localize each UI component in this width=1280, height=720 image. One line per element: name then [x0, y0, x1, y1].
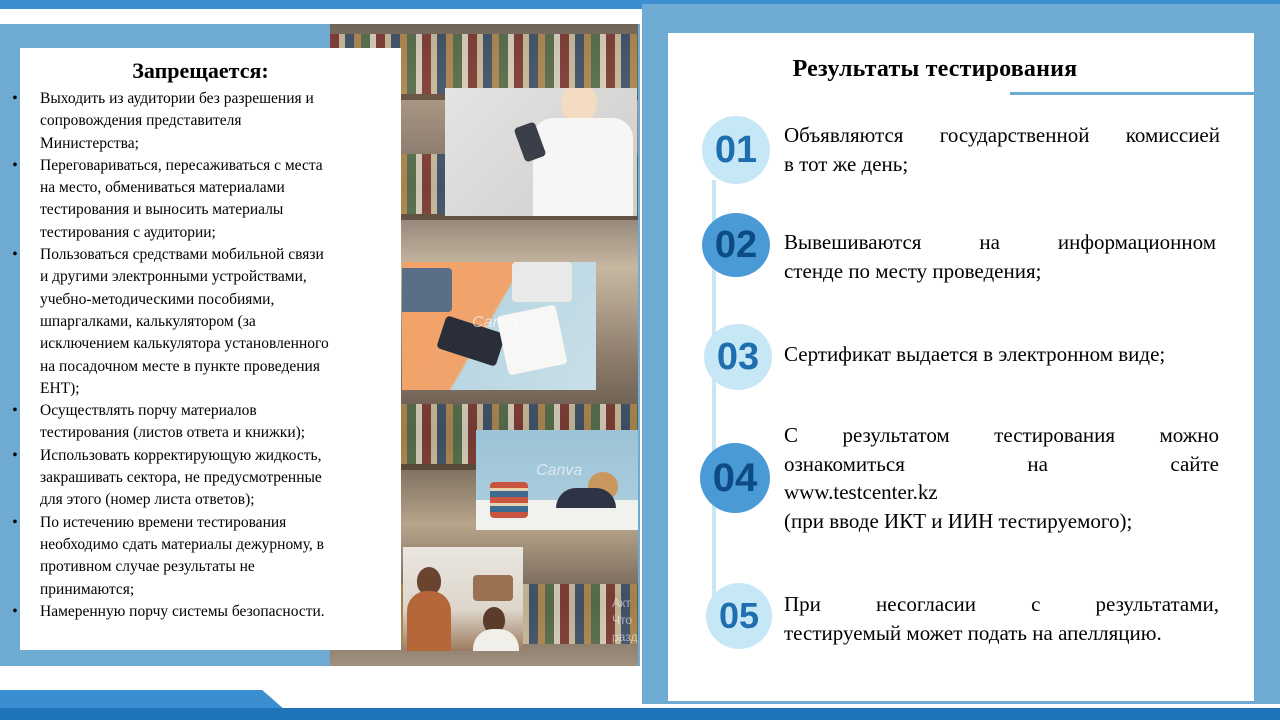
canva-watermark: Canva — [472, 314, 519, 331]
rule-text-line: тестирования с аудитории; — [40, 223, 216, 241]
bullet-icon: • — [12, 602, 18, 620]
rule-text-line: тестирования (листов ответа и книжки); — [40, 424, 306, 442]
activation-watermark: Акт Что разд — [612, 596, 638, 644]
rule-text-line: на место, обмениваться материалами — [40, 179, 285, 197]
bullet-icon: • — [12, 90, 18, 107]
rule-text-line: По истечению времени тестирования — [40, 513, 287, 531]
rule-text-line: Переговариваться, пересаживаться с места — [40, 156, 323, 174]
rule-text-line: противном случае результаты не — [40, 558, 255, 576]
prohibited-rules-list — [10, 88, 392, 623]
photo-girl-sleeping-on-desk — [476, 430, 638, 530]
bullet-icon: • — [12, 402, 18, 420]
step-text-2: Вывешиваются на информационном стенде по месту проведения; — [784, 230, 1216, 283]
rule-item — [10, 445, 392, 512]
step-number-5: 05 — [706, 583, 772, 649]
rule-text-line: Министерства; — [40, 134, 139, 152]
bottom-left-tab — [0, 690, 285, 710]
rule-text-line: на посадочном месте в пункте проведения — [40, 357, 320, 375]
rule-text-line: ЕНТ); — [40, 379, 80, 397]
rule-text-line: Выходить из аудитории без разрешения и — [40, 90, 314, 107]
rule-text-line: исключением калькулятора установленного — [40, 335, 329, 353]
step-text-4: С результатом тестирования можно ознакомиться на сайте www.testcenter.kz (при вводе ИКТ и ИИН тестируемого); — [784, 423, 1219, 533]
bullet-icon: • — [12, 156, 18, 174]
testcenter-link[interactable]: www.testcenter.kz — [784, 480, 938, 504]
photo-desk-devices — [402, 262, 596, 390]
rule-item — [10, 155, 392, 244]
rule-text-line: учебно-методическими пособиями, — [40, 290, 275, 308]
bottom-accent-bar — [0, 708, 1280, 720]
canva-watermark: Canva — [536, 462, 583, 479]
rule-item — [10, 601, 392, 623]
bullet-icon: • — [12, 513, 18, 531]
rule-text-line: Намеренную порчу системы безопасности. — [40, 602, 325, 620]
bullet-icon: • — [12, 446, 18, 464]
bullet-icon: • — [12, 246, 18, 264]
rule-text-line: Осуществлять порчу материалов — [40, 402, 257, 420]
rule-text-line: и другими электронными устройствами, — [40, 268, 307, 286]
results-title: Результаты тестирования — [792, 56, 1078, 82]
rule-item — [10, 244, 392, 400]
rule-text-line: необходимо сдать материалы дежурному, в — [40, 535, 324, 553]
rule-text-line: для этого (номер листа ответов); — [40, 491, 255, 509]
rule-item — [10, 512, 392, 601]
step-number-4: 04 — [700, 443, 770, 513]
rule-text-line: шпаргалками, калькулятором (за — [40, 312, 256, 330]
rule-item — [10, 88, 392, 155]
rule-item — [10, 400, 392, 445]
rule-text-line: принимаются; — [40, 580, 135, 598]
step-text-5: При несогласии с результатами, тестируемый может подать на апелляцию. — [784, 592, 1219, 645]
step-text-1: Объявляются государственной комиссией в тот же день; — [784, 123, 1220, 176]
step-number-1: 01 — [702, 116, 770, 184]
step-text-3: Сертификат выдается в электронном виде; — [784, 342, 1166, 366]
rule-text-line: тестирования и выносить материалы — [40, 201, 284, 219]
rule-text-line: Использовать корректирующую жидкость, — [40, 446, 322, 464]
prohibited-title: Запрещается: — [132, 58, 269, 83]
step-number-2: 02 — [702, 213, 770, 277]
photo-handshake-meeting — [403, 547, 523, 651]
photo-woman-with-phone — [445, 88, 637, 216]
rule-text-line: Пользоваться средствами мобильной связи — [40, 246, 324, 264]
rule-text-line: сопровождения представителя — [40, 112, 242, 130]
rule-text-line: закрашивать сектора, не предусмотренные — [40, 469, 322, 487]
step-number-3: 03 — [704, 324, 772, 390]
